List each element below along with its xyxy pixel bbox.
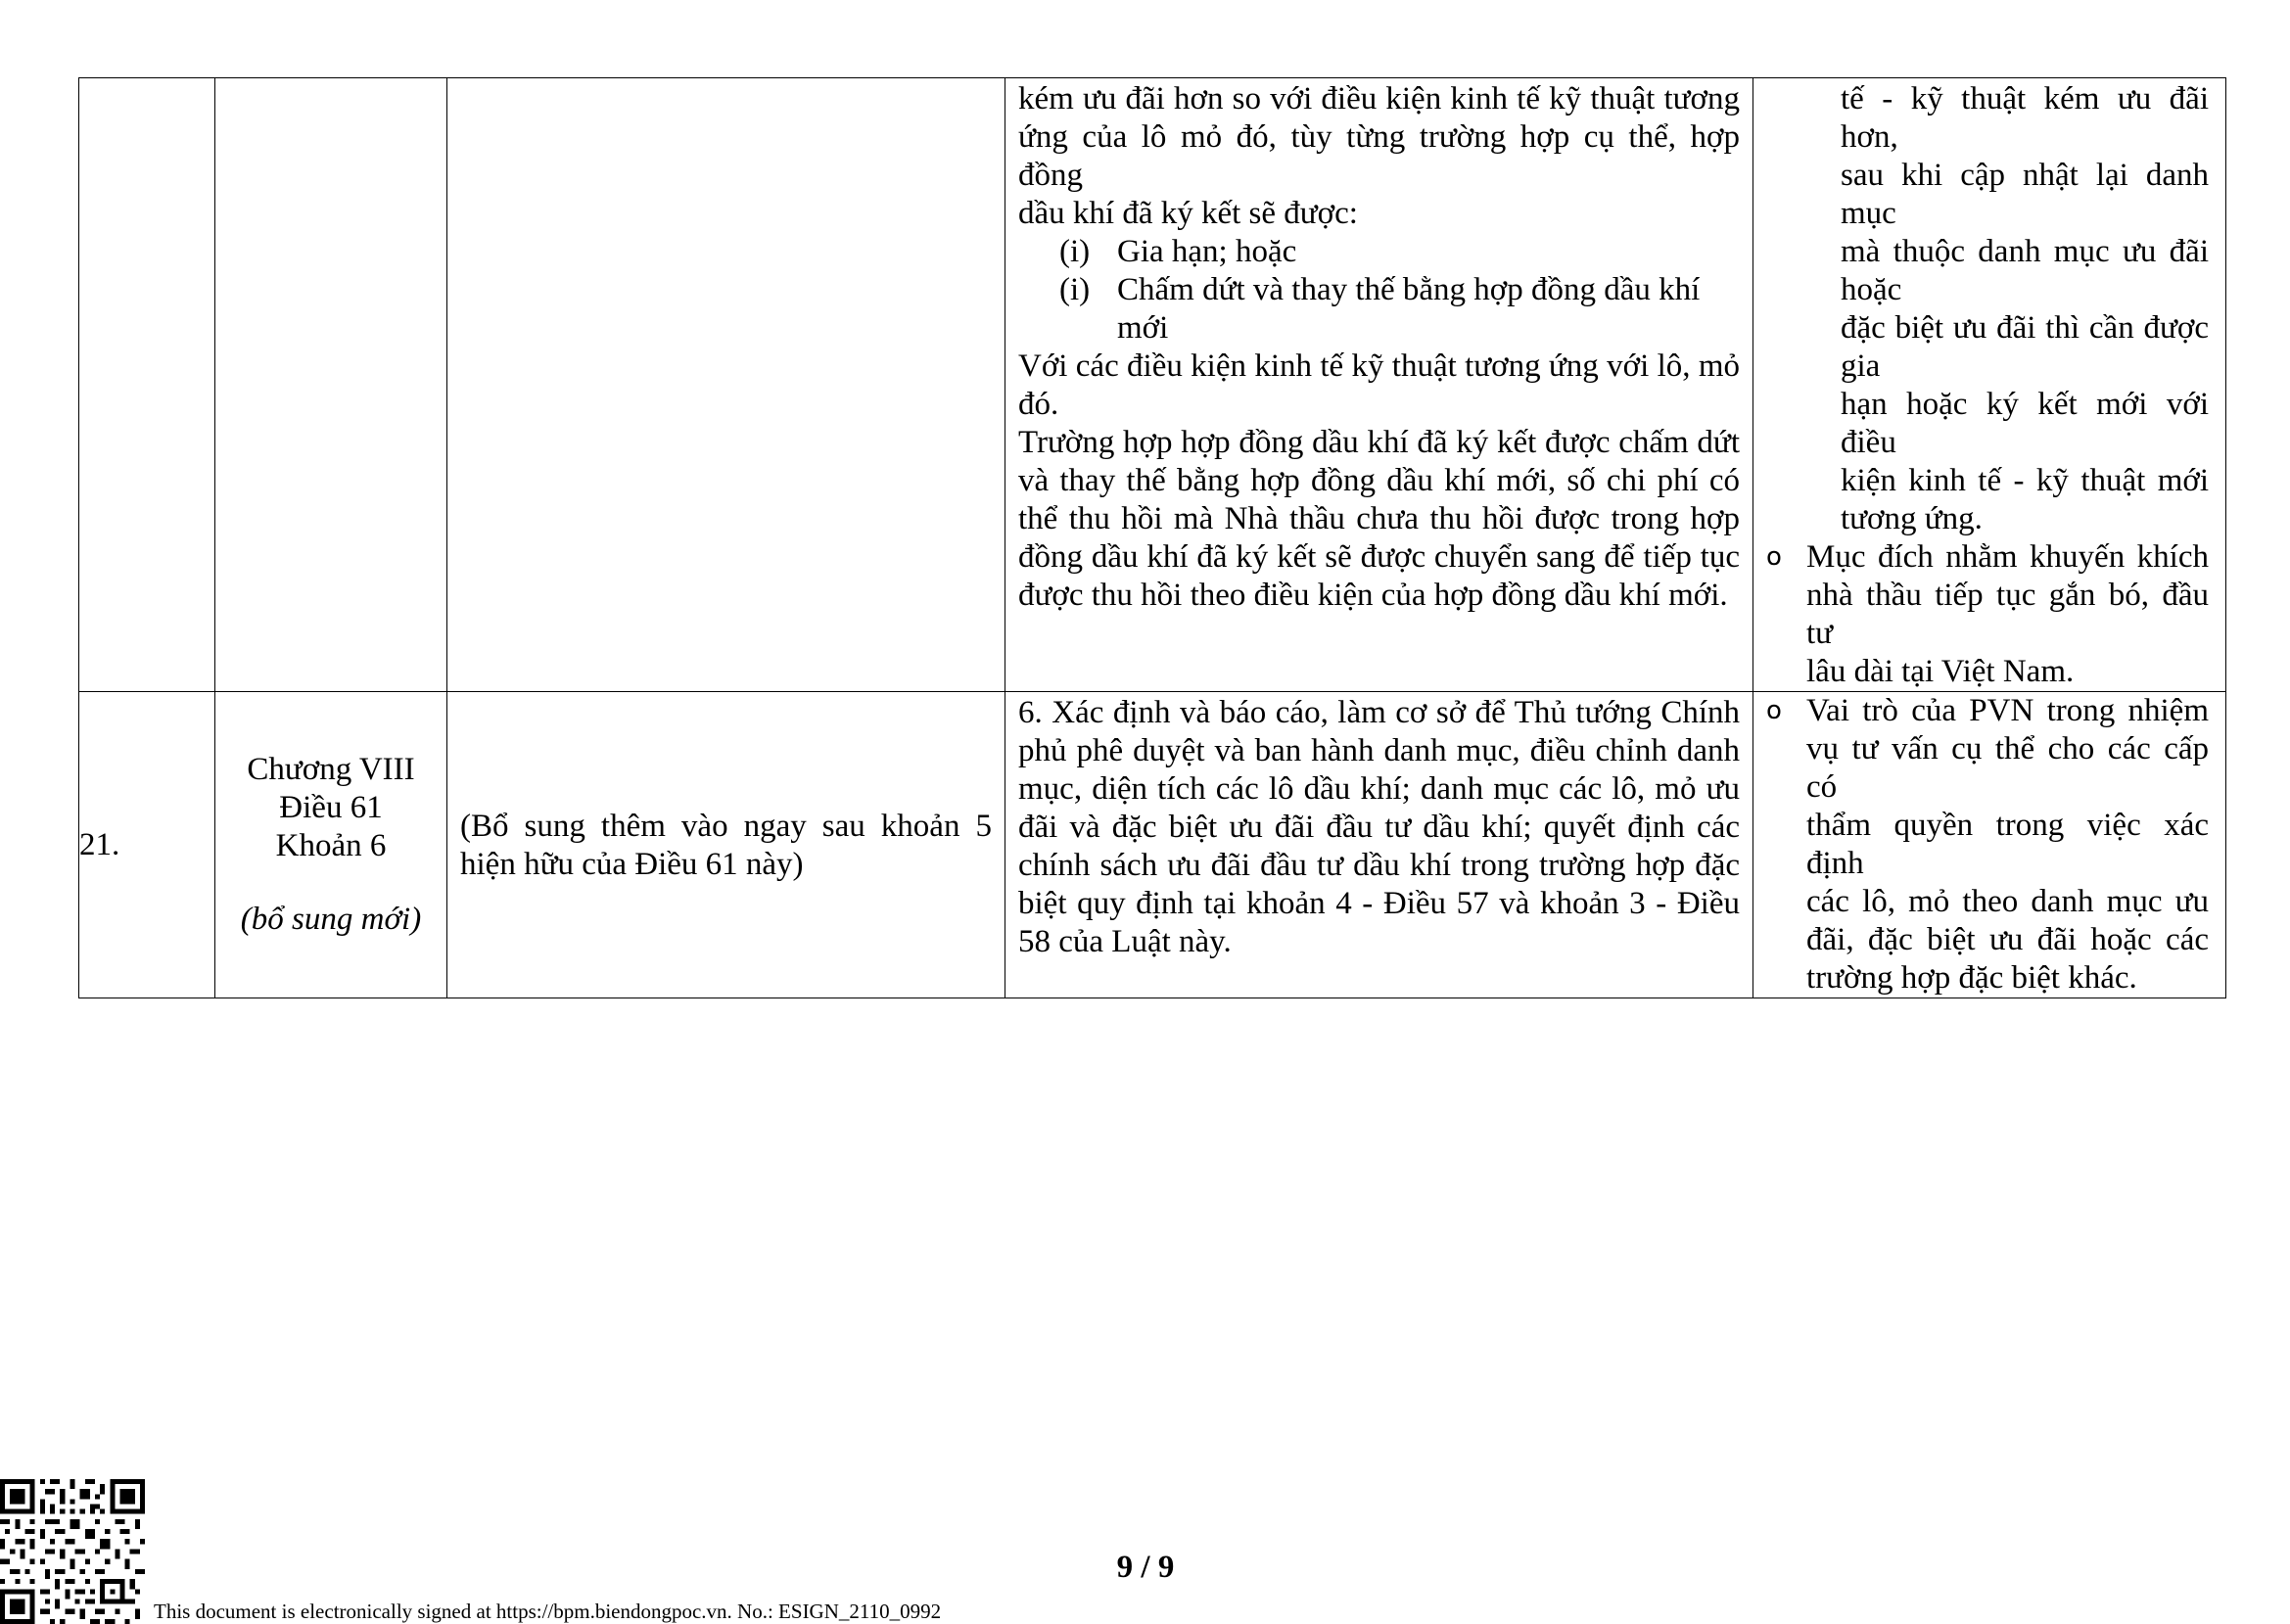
reason-bullet-item <box>1753 538 2213 691</box>
new-addition-note: (bổ sung mới) <box>240 902 422 937</box>
content-line: phủ phê duyệt và ban hành danh mục, điều chỉnh danh <box>1018 733 1740 768</box>
option-marker: (i) <box>1059 272 1091 307</box>
reason-continued <box>1792 80 2213 538</box>
reason-line: lâu dài tại Việt Nam. <box>1806 654 2075 689</box>
article-reference <box>215 692 447 998</box>
reason-line: đãi, đặc biệt ưu đãi hoặc các <box>1806 922 2209 957</box>
content-line: chính sách ưu đãi đầu tư dầu khí trong trường hợp đặc <box>1018 848 1740 883</box>
document-table <box>78 77 2226 998</box>
cell-reason <box>1753 692 2226 998</box>
content-line: thể thu hồi mà Nhà thầu chưa thu hồi được trong hợp <box>1018 501 1740 536</box>
option-item-terminate <box>1018 271 1740 309</box>
bullet-icon: o <box>1766 542 1782 572</box>
reason-line: đặc biệt ưu đãi thì cần được gia <box>1841 310 2209 384</box>
reason-line: Vai trò của PVN trong nhiệm <box>1806 693 2209 728</box>
article-label: Điều 61 <box>279 790 383 825</box>
option-item-extend <box>1018 233 1740 271</box>
cell-article-empty <box>215 78 447 692</box>
cell-content <box>1005 692 1753 998</box>
cell-proposal <box>447 692 1005 998</box>
content-line: mục, diện tích các lô dầu khí; danh mục các lô, mỏ ưu <box>1018 771 1740 807</box>
table-row-continued <box>79 78 2226 692</box>
content-line: dầu khí đã ký kết sẽ được: <box>1018 196 1358 231</box>
row-number: 21. <box>79 692 215 998</box>
reason-line: vụ tư vấn cụ thể cho các cấp có <box>1806 731 2209 805</box>
reason-line: mà thuộc danh mục ưu đãi hoặc <box>1841 234 2209 307</box>
reason-line: tương ứng. <box>1841 501 1983 536</box>
reason-bullet-item <box>1753 692 2213 998</box>
proposal-line: (Bổ sung thêm vào ngay sau khoản 5 <box>460 809 992 844</box>
chapter-label: Chương VIII <box>247 752 415 787</box>
cell-number-empty <box>79 78 215 692</box>
option-text-continued: mới <box>1117 310 1169 346</box>
cell-reason <box>1753 78 2226 692</box>
proposal-line: hiện hữu của Điều 61 này) <box>460 847 804 882</box>
cell-content <box>1005 78 1753 692</box>
reason-line: hạn hoặc ký kết mới với điều <box>1841 387 2209 460</box>
content-line: và thay thế bằng hợp đồng dầu khí mới, số chi phí có <box>1018 463 1740 498</box>
qr-code-icon <box>0 1479 145 1624</box>
content-line: đồng dầu khí đã ký kết sẽ được chuyển sang để tiếp tục <box>1018 539 1740 575</box>
reason-line: kiện kinh tế - kỹ thuật mới <box>1841 463 2209 498</box>
clause-label: Khoản 6 <box>275 828 387 863</box>
option-marker: (i) <box>1059 234 1091 269</box>
content-line: ứng của lô mỏ đó, tùy từng trường hợp cụ thể, hợp đồng <box>1018 119 1740 193</box>
option-text: Chấm dứt và thay thế bằng hợp đồng dầu khí <box>1117 272 1701 307</box>
reason-line: Mục đích nhằm khuyến khích <box>1806 539 2209 575</box>
content-line: biệt quy định tại khoản 4 - Điều 57 và khoản 3 - Điều <box>1018 886 1740 921</box>
content-line: kém ưu đãi hơn so với điều kiện kinh tế kỹ thuật tương <box>1018 81 1740 116</box>
content-line: đãi và đặc biệt ưu đãi đầu tư dầu khí; quyết định các <box>1018 810 1740 845</box>
reason-line: sau khi cập nhật lại danh mục <box>1841 158 2209 231</box>
content-line: Với các điều kiện kinh tế kỹ thuật tương ứng với lô, mỏ <box>1018 348 1740 384</box>
table-row-21 <box>79 692 2226 998</box>
content-line: đó. <box>1018 387 1059 422</box>
bullet-icon: o <box>1766 696 1782 725</box>
page-number: 9 / 9 <box>1116 1550 1175 1585</box>
reason-line: các lô, mỏ theo danh mục ưu <box>1806 884 2209 919</box>
electronic-signature-note: This document is electronically signed at https://bpm.biendongpoc.vn. No.: ESIGN_2110_0992 <box>154 1600 942 1623</box>
content-line: 58 của Luật này. <box>1018 924 1232 959</box>
content-line: được thu hồi theo điều kiện của hợp đồng dầu khí mới. <box>1018 578 1728 613</box>
cell-proposal-empty <box>447 78 1005 692</box>
option-text: Gia hạn; hoặc <box>1117 234 1297 269</box>
reason-line: trường hợp đặc biệt khác. <box>1806 960 2137 996</box>
reason-line: thẩm quyền trong việc xác định <box>1806 808 2209 881</box>
content-line: Trường hợp hợp đồng dầu khí đã ký kết được chấm dứt <box>1018 425 1740 460</box>
content-line: 6. Xác định và báo cáo, làm cơ sở để Thủ tướng Chính <box>1018 695 1740 730</box>
reason-line: tế - kỹ thuật kém ưu đãi hơn, <box>1841 81 2209 155</box>
reason-line: nhà thầu tiếp tục gắn bó, đầu tư <box>1806 578 2209 651</box>
